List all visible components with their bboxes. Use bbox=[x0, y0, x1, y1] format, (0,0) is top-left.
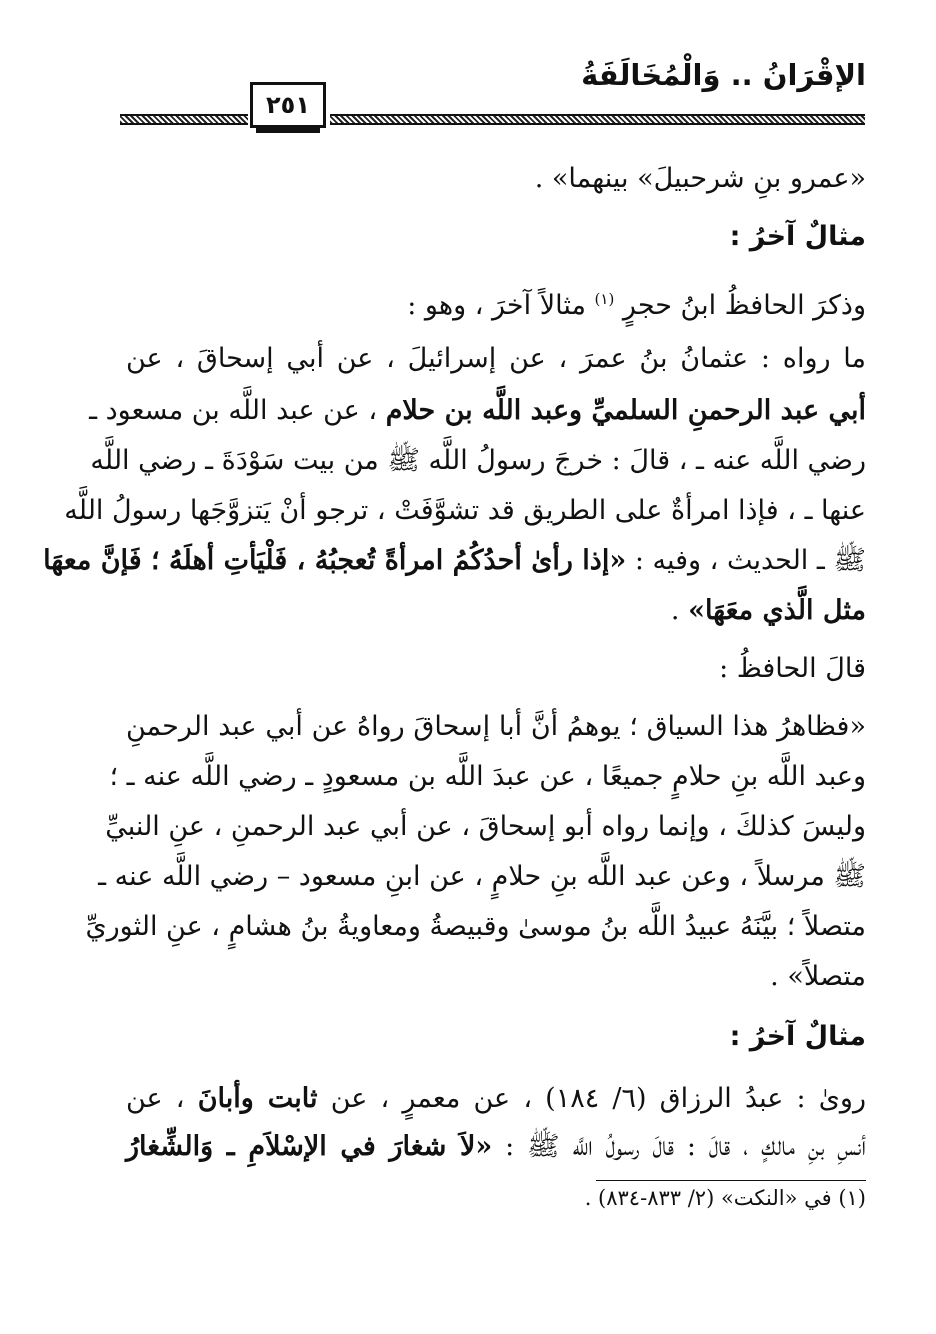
text-line: رضي اللَّه عنه ـ ، قالَ : خرجَ رسولُ اللَّه ﷺ من بيت سَوْدَةَ ـ رضي اللَّه bbox=[90, 445, 866, 476]
text-line: قالَ الحافظُ : bbox=[719, 653, 866, 684]
section-heading: مثالٌ آخرُ : bbox=[729, 1021, 866, 1052]
running-title: الإقْرَانُ .. وَالْمُخَالَفَةُ bbox=[581, 58, 866, 92]
section-heading: مثالٌ آخرُ : bbox=[729, 221, 866, 252]
text-span: ، عن bbox=[126, 1083, 185, 1114]
text-span: ﷺ ـ الحديث ، وفيه : bbox=[634, 545, 866, 576]
footnote-rule bbox=[596, 1180, 866, 1181]
footnote: (١) في «النكت» (٢/ ٨٣٣-٨٣٤) . bbox=[584, 1186, 866, 1210]
text-line bbox=[126, 1080, 866, 1118]
text-line: عنها ـ ، فإذا امرأةٌ على الطريق قد تشوَّفَتْ ، ترجو أنْ يَتزوَّجَها رسولُ اللَّه bbox=[64, 495, 866, 526]
text-span: أنسِ بنِ مالكٍ ، قالَ : قالَ رسولُ اللَّه ﷺ : bbox=[505, 1131, 866, 1162]
text-line bbox=[89, 392, 866, 430]
text-span: وذكرَ الحافظُ ابنُ حجرٍ bbox=[622, 290, 866, 321]
text-line: وليسَ كذلكَ ، وإنما رواه أبو إسحاقَ ، عن أبي عبد الرحمنِ ، عنِ النبيِّ bbox=[105, 811, 866, 842]
text-line bbox=[126, 1128, 866, 1166]
text-line: «عمرو بنِ شرحبيلَ» بينهما» . bbox=[534, 163, 866, 194]
hadith-quote: مثل الَّذي معَهَا» bbox=[688, 595, 866, 626]
text-span: مثالاً آخرَ ، وهو : bbox=[407, 290, 586, 321]
hadith-quote: «إذا رأىٰ أحدُكُمُ امرأةً تُعجبُهُ ، فَلْيَأتِ أهلَهُ ؛ فَإنَّ معهَا bbox=[43, 545, 627, 576]
text-line: متصلاً ؛ بيَّنَهُ عبيدُ اللَّه بنُ موسىٰ وقبيصةُ ومعاويةُ بنُ هشامٍ ، عنِ الثوريِّ bbox=[85, 911, 866, 942]
text-line: وعبد اللَّه بنِ حلامٍ جميعًا ، عن عبدَ اللَّه بن مسعودٍ ـ رضي اللَّه عنه ـ ؛ bbox=[109, 761, 866, 792]
bold-span: ثابت وأبانَ bbox=[197, 1083, 318, 1114]
text-span: ، عن عبد اللَّه بن مسعود ـ bbox=[89, 395, 378, 426]
text-line bbox=[671, 592, 866, 630]
hadith-quote: «لاَ شغارَ في الإسْلاَمِ ـ وَالشِّغارُ bbox=[126, 1131, 493, 1162]
text-line bbox=[407, 280, 866, 325]
text-line: ما رواه : عثمانُ بنُ عمرَ ، عن إسرائيلَ ، عن أبي إسحاقَ ، عن bbox=[126, 343, 866, 374]
page-number: ٢٥١ bbox=[266, 91, 310, 119]
text-line bbox=[43, 542, 866, 580]
bold-span: أبي عبد الرحمنِ السلميِّ وعبد اللَّه بن حلام bbox=[385, 395, 866, 426]
footnote-marker: (١) bbox=[594, 290, 615, 308]
text-line: متصلاً» . bbox=[770, 961, 866, 992]
body-text bbox=[43, 0, 866, 1180]
text-line: ﷺ مرسلاً ، وعن عبد اللَّه بنِ حلامٍ ، عن ابنِ مسعود – رضي اللَّه عنه ـ bbox=[98, 861, 866, 892]
text-span: . bbox=[670, 595, 680, 626]
text-line: «فظاهرُ هذا السياق ؛ يوهمُ أنَّ أبا إسحاقَ رواهُ عن أبي عبد الرحمنِ bbox=[126, 711, 866, 742]
text-span: رویٰ : عبدُ الرزاق (٦/ ١٨٤) ، عن معمرٍ ، عن bbox=[330, 1083, 866, 1114]
